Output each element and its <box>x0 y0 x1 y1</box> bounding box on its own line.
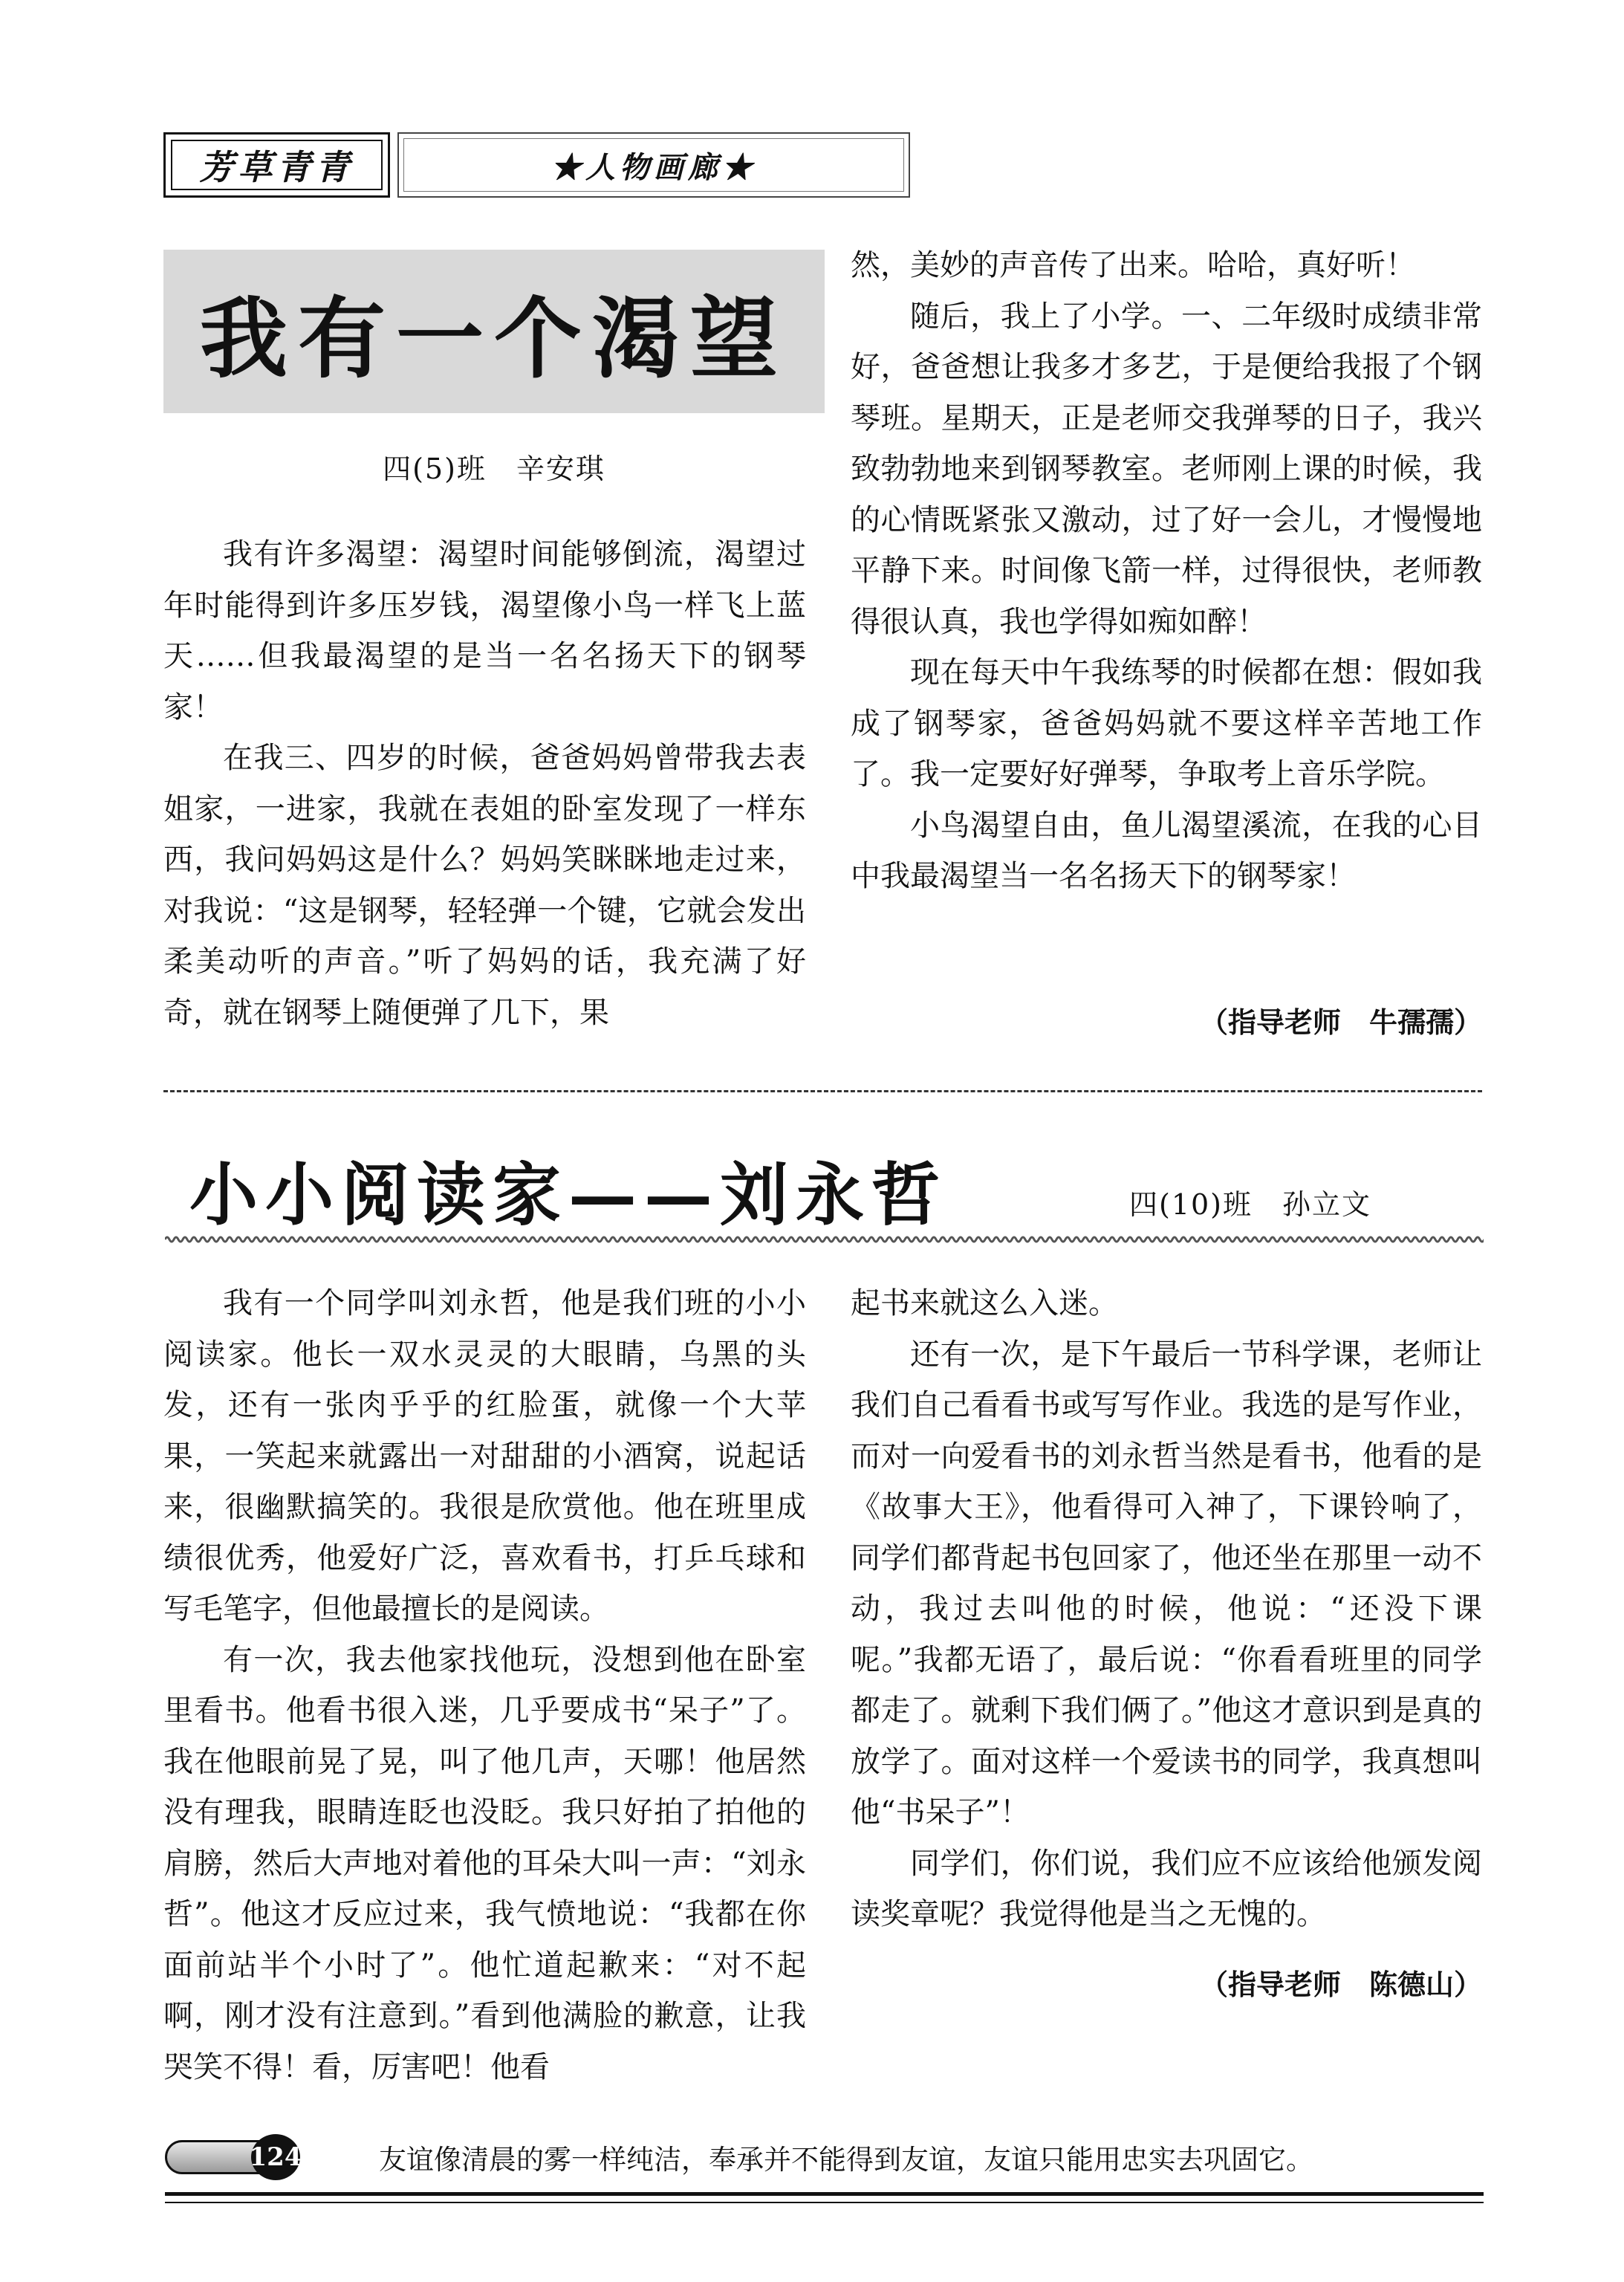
column-tab <box>397 132 910 198</box>
section-name: 芳草青青 <box>199 147 354 187</box>
paragraph: 随后，我上了小学。一、二年级时成绩非常好，爸爸想让我多才多艺，于是便给我报了个钢琴班。星期天，正是老师交我弹琴的日子，我兴致勃勃地来到钢琴教室。老师刚上课的时候，我的心情既紧张又激动，过了好一会儿，才慢慢地平静下来。时间像飞箭一样，过得很快，老师教得很认真，我也学得如痴如醉！ <box>851 299 1482 639</box>
footer-quote: 友谊像清晨的雾一样纯洁，奉承并不能得到友谊，友谊只能用忠实去巩固它。 <box>379 2144 1313 2176</box>
page-number: 124 <box>251 2134 300 2180</box>
footer-rule <box>165 2192 1484 2196</box>
article2-right-column <box>851 1278 1482 1940</box>
article2-left-column <box>163 1278 806 2093</box>
paragraph: 在我三、四岁的时候，爸爸妈妈曾带我去表姐家，一进家，我就在表姐的卧室发现了一样东西，我问妈妈这是什么？妈妈笑眯眯地走过来，对我说：“这是钢琴，轻轻弹一个键，它就会发出柔美动听的声音。”听了妈妈的话，我充满了好奇，就在钢琴上随便弹了几下，果 <box>163 741 806 1030</box>
title-underline-wave <box>165 1234 1484 1245</box>
paragraph: 还有一次，是下午最后一节科学课，老师让我们自己看看书或写写作业。我选的是写作业，而对一向爱看书的刘永哲当然是看书，他看的是《故事大王》，他看得可入神了，下课铃响了，同学们都背起书包回家了，他还坐在那里一动不动，我过去叫他的时候，他说：“还没下课呢。”我都无语了，最后说：“你看看班里的同学都走了。就剩下我们俩了。”他这才意识到是真的放学了。面对这样一个爱读书的同学，我真想叫他“书呆子”！ <box>851 1337 1482 1829</box>
article2-title: 小小阅读家——刘永哲 <box>189 1155 948 1235</box>
paragraph: 同学们，你们说，我们应不应该给他颁发阅读奖章呢？我觉得他是当之无愧的。 <box>851 1846 1482 1931</box>
paragraph: 有一次，我去他家找他玩，没想到他在卧室里看书。他看书很入迷，几乎要成书“呆子”了。我在他眼前晃了晃，叫了他几声，天哪！他居然没有理我，眼睛连眨也没眨。我只好拍了拍他的肩膀，然后大声地对着他的耳朵大叫一声：“刘永哲”。他这才反应过来，我气愤地说：“我都在你面前站半个小时了”。他忙道起歉来：“对不起啊，刚才没有注意到。”看到他满脸的歉意，让我哭笑不得！看，厉害吧！他看 <box>163 1642 806 2084</box>
article1-teacher-credit: （指导老师 牛孺孺） <box>1199 1006 1482 1039</box>
paragraph-continuation: 起书来就这么入迷。 <box>851 1286 1118 1320</box>
article1-right-column <box>851 240 1482 902</box>
article2-byline: 四(10)班 孙立文 <box>1129 1188 1372 1221</box>
article1-left-column <box>163 529 806 1038</box>
footer-rule-thin <box>165 2202 1484 2203</box>
paragraph-continuation: 然，美妙的声音传了出来。哈哈，真好听！ <box>851 248 1415 282</box>
paragraph: 现在每天中午我练琴的时候都在想：假如我成了钢琴家，爸爸妈妈就不要这样辛苦地工作了。我一定要好好弹琴，争取考上音乐学院。 <box>851 655 1482 791</box>
paragraph: 我有许多渴望：渴望时间能够倒流，渴望过年时能得到许多压岁钱，渴望像小鸟一样飞上蓝天……但我最渴望的是当一名名扬天下的钢琴家！ <box>163 537 806 725</box>
column-name: ★人物画廊★ <box>551 149 756 185</box>
article1-title-block <box>163 250 825 413</box>
paragraph: 小鸟渴望自由，鱼儿渴望溪流，在我的心目中我最渴望当一名名扬天下的钢琴家！ <box>851 808 1482 893</box>
section-divider <box>163 1090 1482 1092</box>
article1-byline: 四(5)班 辛安琪 <box>383 453 605 485</box>
paragraph: 我有一个同学叫刘永哲，他是我们班的小小阅读家。他长一双水灵灵的大眼睛，乌黑的头发，还有一张肉乎乎的红脸蛋，就像一个大苹果，一笑起来就露出一对甜甜的小酒窝，说起话来，很幽默搞笑的。我很是欣赏他。他在班里成绩很优秀，他爱好广泛，喜欢看书，打乒乓球和写毛笔字，但他最擅长的是阅读。 <box>163 1286 806 1626</box>
article2-teacher-credit: （指导老师 陈德山） <box>1199 1968 1482 2001</box>
article1-title: 我有一个渴望 <box>199 287 788 390</box>
section-tab <box>163 132 390 198</box>
